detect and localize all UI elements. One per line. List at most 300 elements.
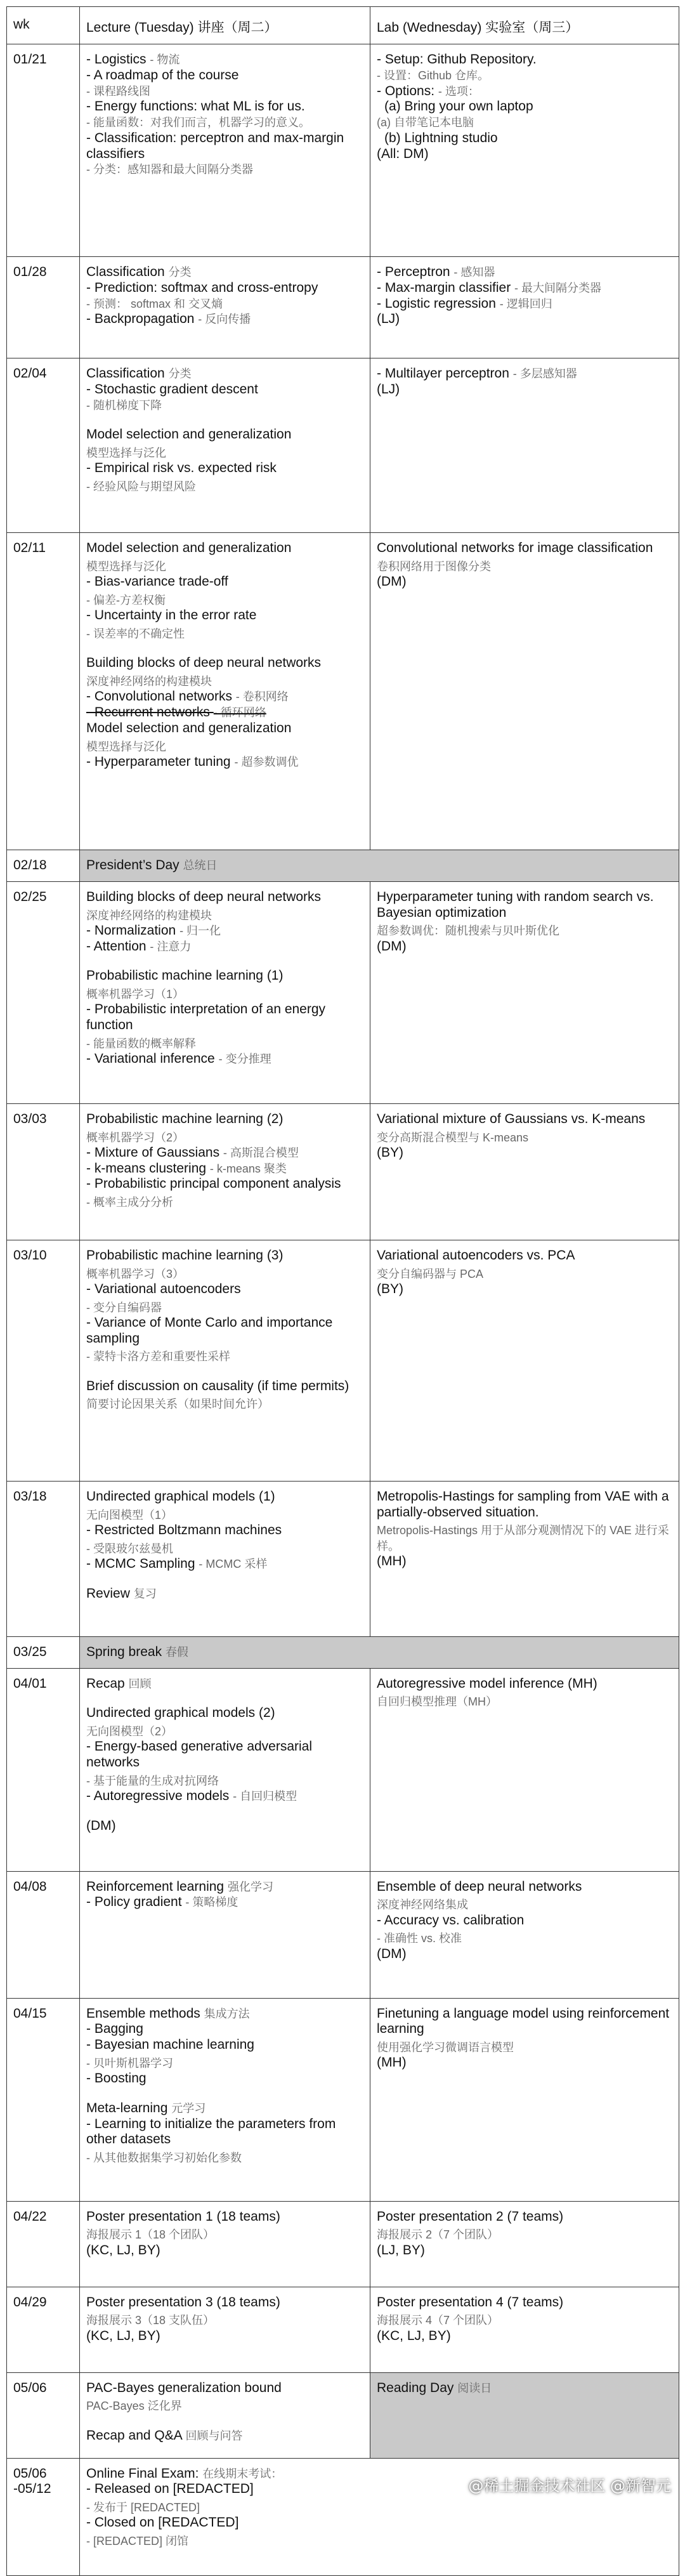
entry-line bbox=[86, 1556, 363, 1572]
entry-line bbox=[86, 2243, 363, 2259]
english-text: - k-means clustering bbox=[86, 1160, 207, 1176]
english-text: - Backpropagation bbox=[86, 312, 195, 327]
english-text: Recap bbox=[86, 1676, 125, 1691]
lecture-cell bbox=[80, 850, 679, 882]
chinese-line: 变分自编码器与 PCA bbox=[377, 1267, 484, 1280]
chinese-text: 在线期末考试： bbox=[202, 2467, 283, 2480]
lab-cell bbox=[370, 2287, 679, 2372]
entry-line bbox=[86, 312, 363, 327]
chinese-text: - 预测： softmax 和 交叉熵 bbox=[86, 297, 223, 310]
chinese-text: 强化学习 bbox=[227, 1880, 273, 1893]
entry-line bbox=[377, 131, 672, 147]
english-text: Online Final Exam: bbox=[86, 2466, 199, 2481]
english-text: - Policy gradient bbox=[86, 1895, 182, 1910]
chinese-line: - 受限玻尔兹曼机 bbox=[86, 1542, 173, 1555]
english-text: - Setup: Github Repository. bbox=[377, 52, 537, 67]
entry-line bbox=[377, 382, 672, 398]
english-text: - Empirical risk vs. expected risk bbox=[86, 461, 277, 476]
spacer bbox=[86, 2087, 363, 2101]
lab-cell bbox=[370, 1240, 679, 1481]
english-text: (LJ) bbox=[377, 381, 400, 397]
entry-line bbox=[86, 574, 363, 590]
english-text: (DM) bbox=[377, 938, 407, 954]
lab-cell bbox=[370, 881, 679, 1103]
entry-line bbox=[86, 1676, 363, 1692]
chinese-line: 概率机器学习（1） bbox=[86, 988, 185, 1001]
lab-cell bbox=[370, 358, 679, 533]
chinese-text: - 自回归模型 bbox=[233, 1790, 297, 1803]
entry-line bbox=[377, 1248, 672, 1264]
english-text: Probabilistic machine learning (1) bbox=[86, 968, 284, 983]
lecture-cell bbox=[80, 2287, 370, 2372]
entry-line bbox=[86, 1789, 363, 1804]
chinese-line: 海报展示 4（7 个团队） bbox=[377, 2314, 499, 2327]
english-text: - Stochastic gradient descent bbox=[86, 381, 258, 397]
entry-line bbox=[86, 461, 363, 476]
english-text: - Max-margin classifier bbox=[377, 280, 511, 295]
chinese-text: - 能量函数：对我们而言，机器学习的意义。 bbox=[86, 116, 310, 129]
chinese-text: - 最大间隔分类器 bbox=[514, 281, 602, 294]
english-text: Building blocks of deep neural networks bbox=[86, 889, 322, 904]
chinese-line: 概率机器学习（3） bbox=[86, 1267, 185, 1280]
entry-line bbox=[377, 296, 672, 312]
header-row bbox=[7, 7, 679, 44]
entry-line bbox=[86, 1002, 363, 1034]
english-text: Poster presentation 1 (18 teams) bbox=[86, 2209, 280, 2224]
lecture-cell bbox=[80, 2372, 370, 2458]
entry-line bbox=[86, 2037, 363, 2053]
entry-line bbox=[377, 2295, 672, 2311]
chinese-line: - 偏差-方差权衡 bbox=[86, 593, 166, 607]
english-text: Probabilistic machine learning (3) bbox=[86, 1247, 284, 1263]
english-text: Convolutional networks for image classification bbox=[377, 541, 653, 555]
english-text: Undirected graphical models (1) bbox=[86, 1488, 275, 1504]
header-lab: Lab (Wednesday) 实验室（周三） bbox=[370, 7, 679, 44]
entry-line bbox=[86, 366, 363, 382]
chinese-line: 变分高斯混合模型与 K-means bbox=[377, 1131, 529, 1144]
entry-line bbox=[86, 1879, 363, 1895]
english-text: (BY) bbox=[377, 1281, 403, 1296]
english-text: (DM) bbox=[377, 1946, 407, 1961]
entry-line bbox=[86, 2329, 363, 2344]
english-text: (LJ, BY) bbox=[377, 2242, 425, 2257]
week-row bbox=[7, 2287, 679, 2372]
week-row bbox=[7, 1240, 679, 1481]
entry-line bbox=[377, 2381, 672, 2396]
spacer bbox=[86, 1365, 363, 1379]
chinese-line: - 贝叶斯机器学习 bbox=[86, 2056, 173, 2070]
entry-line bbox=[377, 2006, 672, 2038]
entry-line bbox=[377, 1947, 672, 1962]
chinese-text: - 物流 bbox=[150, 53, 180, 66]
lab-cell bbox=[370, 2201, 679, 2287]
spacer bbox=[86, 954, 363, 968]
english-text: Model selection and generalization bbox=[86, 720, 292, 735]
schedule-body bbox=[7, 44, 679, 2576]
english-text: - Convolutional networks bbox=[86, 689, 232, 704]
entry-line bbox=[86, 1739, 363, 1771]
english-text: - Energy functions: what ML is for us. bbox=[86, 99, 305, 114]
chinese-line: 无向图模型（2） bbox=[86, 1725, 173, 1738]
chinese-text: - 感知器 bbox=[453, 266, 495, 279]
chinese-text: - 超参数调优 bbox=[234, 755, 299, 768]
english-text: - Options: bbox=[377, 83, 435, 98]
english-text: Poster presentation 4 (7 teams) bbox=[377, 2294, 564, 2310]
week-cell: 02/25 bbox=[7, 881, 80, 1103]
week-row bbox=[7, 2201, 679, 2287]
lecture-cell bbox=[80, 1668, 370, 1871]
english-text: - Recurrent networks bbox=[86, 705, 210, 720]
chinese-line: - 准确性 vs. 校准 bbox=[377, 1932, 462, 1945]
chinese-line: 深度神经网络集成 bbox=[377, 1898, 468, 1912]
spacer bbox=[86, 413, 363, 427]
chinese-line: 深度神经网络的构建模块 bbox=[86, 909, 212, 922]
entry-line bbox=[86, 890, 363, 905]
lab-cell bbox=[370, 1481, 679, 1636]
chinese-text: - 高斯混合模型 bbox=[223, 1146, 299, 1159]
chinese-line: - 概率主成分分析 bbox=[86, 1196, 173, 1209]
chinese-text: - 分类：感知器和最大间隔分类器 bbox=[86, 163, 253, 176]
english-text: (KC, LJ, BY) bbox=[86, 2242, 160, 2257]
lecture-cell bbox=[80, 2201, 370, 2287]
entry-line bbox=[86, 1586, 363, 1602]
week-cell: 05/06 bbox=[7, 2372, 80, 2458]
chinese-line: 自回归模型推理（MH） bbox=[377, 1695, 497, 1709]
chinese-line: Metropolis-Hastings 用于从部分观测情况下的 VAE 进行采样。 bbox=[377, 1524, 669, 1553]
english-text: - Logistics bbox=[86, 52, 147, 67]
entry-line bbox=[377, 1676, 672, 1692]
entry-line bbox=[377, 68, 672, 84]
english-text: - Prediction: softmax and cross-entropy bbox=[86, 280, 318, 295]
english-text: Model selection and generalization bbox=[86, 541, 292, 555]
english-text: - Uncertainty in the error rate bbox=[86, 608, 257, 623]
english-text: - Normalization bbox=[86, 923, 176, 938]
entry-line bbox=[377, 52, 672, 68]
entry-line bbox=[86, 280, 363, 296]
english-text: Building blocks of deep neural networks bbox=[86, 655, 322, 671]
chinese-line: 海报展示 3（18 支队伍） bbox=[86, 2314, 215, 2327]
entry-line bbox=[86, 754, 363, 770]
entry-line bbox=[86, 705, 363, 721]
entry-line bbox=[377, 366, 672, 382]
entry-line bbox=[86, 541, 363, 556]
watermark: @稀土掘金技术社区 @新智元 bbox=[468, 2477, 671, 2495]
english-text: (KC, LJ, BY) bbox=[86, 2328, 160, 2343]
chinese-text: - 变分推理 bbox=[218, 1053, 271, 1066]
lab-cell bbox=[370, 44, 679, 257]
header-wk: wk bbox=[7, 7, 80, 44]
entry-line bbox=[86, 2101, 363, 2117]
entry-line bbox=[377, 2055, 672, 2071]
chinese-text: 阅读日 bbox=[457, 2381, 492, 2395]
entry-line bbox=[86, 1379, 363, 1395]
english-text: Spring break bbox=[86, 1644, 162, 1659]
entry-line bbox=[86, 939, 363, 955]
entry-line bbox=[86, 382, 363, 398]
entry-line bbox=[86, 131, 363, 162]
week-row bbox=[7, 850, 679, 882]
english-text: - Attention bbox=[86, 938, 147, 954]
chinese-text: - 随机梯度下降 bbox=[86, 398, 162, 412]
chinese-line: - 蒙特卡洛方差和重要性采样 bbox=[86, 1350, 230, 1364]
entry-line bbox=[86, 115, 363, 131]
english-text: Poster presentation 3 (18 teams) bbox=[86, 2294, 280, 2310]
lecture-cell bbox=[80, 1240, 370, 1481]
chinese-text: 集成方法 bbox=[204, 2007, 250, 2020]
english-text: - Boosting bbox=[86, 2071, 147, 2086]
lab-cell bbox=[370, 1998, 679, 2201]
english-text: (MH) bbox=[377, 1553, 407, 1568]
entry-line bbox=[86, 1176, 363, 1192]
english-text: - Energy-based generative adversarial networks bbox=[86, 1739, 313, 1770]
entry-line bbox=[377, 2243, 672, 2259]
english-text: PAC-Bayes generalization bound bbox=[86, 2380, 282, 2395]
entry-line bbox=[86, 1248, 363, 1264]
chinese-text: - 策略梯度 bbox=[185, 1896, 238, 1909]
entry-line bbox=[377, 1913, 672, 1929]
chinese-text: 春假 bbox=[165, 1645, 188, 1659]
english-text: - Probabilistic principal component analysis bbox=[86, 1176, 341, 1192]
english-text: Reading Day bbox=[377, 2380, 454, 2395]
chinese-line: 概率机器学习（2） bbox=[86, 1131, 185, 1144]
entry-line bbox=[86, 1051, 363, 1067]
entry-line bbox=[86, 2295, 363, 2311]
chinese-text: 分类 bbox=[168, 367, 192, 380]
english-text: (DM) bbox=[86, 1818, 116, 1833]
chinese-line: - 经验风险与期望风险 bbox=[86, 480, 196, 494]
english-text: - Restricted Boltzmann machines bbox=[86, 1522, 282, 1537]
english-text: - Released on [REDACTED] bbox=[86, 2481, 254, 2497]
english-text: (DM) bbox=[377, 574, 407, 589]
lab-cell bbox=[370, 533, 679, 850]
entry-line bbox=[86, 608, 363, 624]
entry-line bbox=[377, 1554, 672, 1570]
english-text: - Multilayer perceptron bbox=[377, 366, 509, 381]
english-text: - Classification: perceptron and max-margin classifiers bbox=[86, 130, 344, 161]
chinese-line: 卷积网络用于图像分类 bbox=[377, 560, 491, 573]
entry-line bbox=[86, 296, 363, 312]
week-row bbox=[7, 881, 679, 1103]
entry-line bbox=[377, 147, 672, 162]
lecture-cell bbox=[80, 257, 370, 358]
spacer bbox=[86, 1692, 363, 1705]
english-text: - Bias-variance trade-off bbox=[86, 574, 228, 589]
week-row bbox=[7, 1481, 679, 1636]
english-text: - A roadmap of the course bbox=[86, 67, 239, 82]
entry-line bbox=[86, 52, 363, 68]
entry-line bbox=[86, 1161, 363, 1177]
entry-line bbox=[377, 541, 672, 556]
english-text: - Bagging bbox=[86, 2021, 143, 2037]
english-text: - Bayesian machine learning bbox=[86, 2037, 254, 2053]
chinese-line: 简要讨论因果关系（如果时间允许） bbox=[86, 1398, 269, 1411]
english-text: - Accuracy vs. calibration bbox=[377, 1912, 525, 1928]
week-cell: 04/01 bbox=[7, 1668, 80, 1871]
chinese-text: - 卷积网络 bbox=[235, 690, 289, 704]
chinese-line: 深度神经网络的构建模块 bbox=[86, 674, 212, 688]
english-text: Variational mixture of Gaussians vs. K-means bbox=[377, 1111, 646, 1126]
chinese-text: 总统日 bbox=[183, 859, 218, 872]
lab-cell bbox=[370, 2372, 679, 2458]
english-text: - Perceptron bbox=[377, 265, 450, 279]
week-row bbox=[7, 1636, 679, 1668]
chinese-line: - 误差率的不确定性 bbox=[86, 627, 185, 640]
week-cell: 04/08 bbox=[7, 1871, 80, 1998]
chinese-line: PAC-Bayes 泛化界 bbox=[86, 2400, 182, 2413]
lecture-cell bbox=[80, 1103, 370, 1240]
week-row bbox=[7, 44, 679, 257]
entry-line bbox=[377, 280, 672, 296]
english-text: - Learning to initialize the parameters from other datasets bbox=[86, 2116, 336, 2147]
chinese-line: - 基于能量的生成对抗网络 bbox=[86, 1774, 219, 1787]
entry-line bbox=[86, 2515, 672, 2531]
chinese-line: - 变分自编码器 bbox=[86, 1301, 162, 1314]
chinese-line: 模型选择与泛化 bbox=[86, 560, 166, 573]
entry-line bbox=[377, 1879, 672, 1895]
chinese-line: 模型选择与泛化 bbox=[86, 740, 166, 753]
header-lecture: Lecture (Tuesday) 讲座（周二） bbox=[80, 7, 370, 44]
chinese-line: 使用强化学习微调语言模型 bbox=[377, 2041, 514, 2054]
entry-line bbox=[86, 1818, 363, 1834]
chinese-text: - 归一化 bbox=[179, 924, 221, 937]
entry-line bbox=[86, 2071, 363, 2087]
entry-line bbox=[377, 939, 672, 955]
week-row bbox=[7, 2372, 679, 2458]
entry-line bbox=[377, 1145, 672, 1161]
week-row bbox=[7, 1998, 679, 2201]
chinese-text: 元学习 bbox=[171, 2101, 206, 2115]
entry-line bbox=[377, 2209, 672, 2225]
entry-line bbox=[86, 721, 363, 737]
chinese-text: 复习 bbox=[133, 1587, 157, 1600]
entry-line bbox=[86, 398, 363, 414]
english-text: (All: DM) bbox=[377, 146, 429, 161]
english-text: - Hyperparameter tuning bbox=[86, 754, 231, 769]
english-text: Finetuning a language model using reinforcement learning bbox=[377, 2006, 670, 2037]
english-text: - Variance of Monte Carlo and importance sampling bbox=[86, 1315, 333, 1346]
chinese-text: 回顾 bbox=[128, 1677, 152, 1690]
chinese-line: 超参数调优：随机搜索与贝叶斯优化 bbox=[377, 924, 559, 938]
entry-line bbox=[86, 1489, 363, 1505]
week-cell: 04/22 bbox=[7, 2201, 80, 2287]
entry-line bbox=[86, 2006, 363, 2022]
chinese-text: - 设置：Github 仓库。 bbox=[377, 69, 490, 82]
lecture-cell bbox=[80, 1871, 370, 1998]
chinese-text: - 选项： bbox=[438, 84, 480, 98]
entry-line bbox=[86, 858, 672, 874]
entry-line bbox=[86, 1282, 363, 1298]
lecture-cell bbox=[80, 44, 370, 257]
entry-line bbox=[86, 923, 363, 939]
schedule-table bbox=[6, 6, 679, 2576]
english-text: Ensemble methods bbox=[86, 2006, 200, 2021]
english-text: Ensemble of deep neural networks bbox=[377, 1879, 582, 1894]
english-text: Reinforcement learning bbox=[86, 1879, 225, 1894]
chinese-text: - 循环网络 bbox=[213, 706, 266, 720]
entry-line bbox=[86, 68, 363, 84]
chinese-text: 回顾与问答 bbox=[185, 2429, 243, 2442]
english-text: - Variational inference bbox=[86, 1051, 215, 1067]
chinese-text: - k-means 聚类 bbox=[209, 1162, 287, 1175]
lab-cell bbox=[370, 1668, 679, 1871]
chinese-text: - 注意力 bbox=[150, 940, 192, 953]
week-cell: 02/04 bbox=[7, 358, 80, 533]
week-row bbox=[7, 1103, 679, 1240]
week-cell: 02/11 bbox=[7, 533, 80, 850]
week-cell: 03/10 bbox=[7, 1240, 80, 1481]
entry-line bbox=[377, 1282, 672, 1298]
chinese-line: 海报展示 1（18 个团队） bbox=[86, 2228, 215, 2242]
entry-line bbox=[377, 84, 672, 100]
chinese-text: - 多层感知器 bbox=[512, 367, 577, 380]
entry-line bbox=[377, 1489, 672, 1521]
english-text: (MH) bbox=[377, 2055, 407, 2070]
week-cell: 05/06 -05/12 bbox=[7, 2458, 80, 2575]
week-cell: 01/21 bbox=[7, 44, 80, 257]
entry-line bbox=[377, 2329, 672, 2344]
chinese-text: - 逻辑回归 bbox=[499, 297, 552, 310]
chinese-line: - [REDACTED] 闭馆 bbox=[86, 2535, 189, 2548]
english-text: Review bbox=[86, 1586, 130, 1601]
entry-line bbox=[86, 655, 363, 671]
entry-line bbox=[86, 265, 363, 280]
entry-line bbox=[86, 1895, 363, 1910]
english-text: (a) Bring your own laptop bbox=[384, 99, 533, 114]
entry-line bbox=[86, 689, 363, 705]
entry-line bbox=[86, 2428, 363, 2444]
chinese-text: - 反向传播 bbox=[198, 313, 251, 326]
chinese-line: - 从其他数据集学习初始化参数 bbox=[86, 2152, 242, 2165]
english-text: Metropolis-Hastings for sampling from VAE with a partially-observed situation. bbox=[377, 1488, 669, 1520]
lecture-cell bbox=[80, 358, 370, 533]
english-text: (BY) bbox=[377, 1145, 403, 1160]
spacer bbox=[86, 2414, 363, 2428]
entry-line bbox=[86, 2021, 363, 2037]
week-cell: 04/15 bbox=[7, 1998, 80, 2201]
week-cell: 01/28 bbox=[7, 257, 80, 358]
lab-cell bbox=[370, 1103, 679, 1240]
english-text: Autoregressive model inference (MH) bbox=[377, 1676, 597, 1691]
english-text: - MCMC Sampling bbox=[86, 1556, 195, 1571]
english-text: Classification bbox=[86, 265, 165, 279]
english-text: - Autoregressive models bbox=[86, 1789, 230, 1804]
english-text: President’s Day bbox=[86, 858, 179, 872]
entry-line bbox=[377, 99, 672, 115]
chinese-line: 海报展示 2（7 个团队） bbox=[377, 2228, 499, 2242]
week-row bbox=[7, 358, 679, 533]
english-text: - Closed on [REDACTED] bbox=[86, 2515, 239, 2530]
english-text: Undirected graphical models (2) bbox=[86, 1705, 275, 1721]
entry-line bbox=[86, 968, 363, 984]
entry-line bbox=[86, 1645, 672, 1660]
english-text: Poster presentation 2 (7 teams) bbox=[377, 2209, 564, 2224]
english-text: Recap and Q&A bbox=[86, 2428, 182, 2443]
entry-line bbox=[86, 1145, 363, 1161]
english-text: - Logistic regression bbox=[377, 296, 496, 311]
entry-line bbox=[86, 1705, 363, 1721]
entry-line bbox=[86, 84, 363, 100]
english-text: - Probabilistic interpretation of an energy function bbox=[86, 1002, 326, 1033]
lab-cell bbox=[370, 1871, 679, 1998]
entry-line bbox=[86, 2209, 363, 2225]
entry-line bbox=[86, 427, 363, 443]
chinese-text: - 课程路线图 bbox=[86, 84, 150, 98]
entry-line bbox=[86, 1523, 363, 1539]
entry-line bbox=[86, 1112, 363, 1127]
lecture-cell bbox=[80, 533, 370, 850]
chinese-text: (a) 自带笔记本电脑 bbox=[377, 116, 474, 129]
chinese-line: 无向图模型（1） bbox=[86, 1508, 173, 1521]
